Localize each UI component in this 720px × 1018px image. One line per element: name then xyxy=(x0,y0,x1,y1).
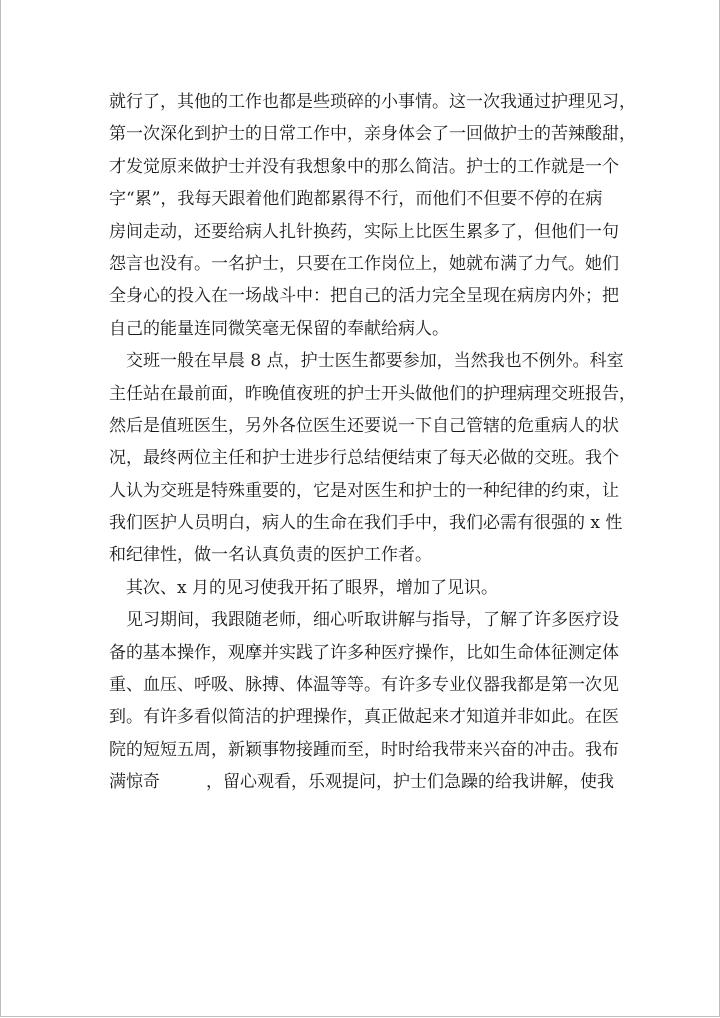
text-line: 全身心的投入在一场战斗中：把自己的活力完全呈现在病房内外；把 xyxy=(109,286,619,307)
text-line: 第一次深化到护士的日常工作中，亲身体会了一回做护士的苦辣酸甜， xyxy=(109,124,636,145)
text-line: 然后是值班医生，另外各位医生还要说一下自己管辖的危重病人的状 xyxy=(109,415,619,436)
text-fragment-before-gap: 满惊奇 xyxy=(109,772,160,793)
text-line: 就行了，其他的工作也都是些琐碎的小事情。这一次我通过护理见习， xyxy=(109,92,636,112)
text-line: 主任站在最前面，昨晚值夜班的护士开头做他们的护理病理交班报告， xyxy=(109,383,636,404)
text-line: 见习期间，我跟随老师，细心听取讲解与指导，了解了许多医疗设 xyxy=(126,610,619,631)
text-line: 人认为交班是特殊重要的，它是对医生和护士的一种纪律的约束，让 xyxy=(109,480,619,501)
text-line: 才发觉原来做护士并没有我想象中的那么简洁。护士的工作就是一个 xyxy=(109,156,619,177)
text-line: 房间走动，还要给病人扎针换药，实际上比医生累多了，但他们一句 xyxy=(109,221,619,242)
body-text xyxy=(109,86,636,799)
text-line: 怨言也没有。一名护士，只要在工作岗位上，她就布满了力气。她们 xyxy=(109,253,619,274)
text-line: 其次、x 月的见习使我开拓了眼界，增加了见识。 xyxy=(126,577,498,598)
text-line: 我们医护人员明白，病人的生命在我们手中，我们必需有很强的 x 性 xyxy=(109,513,623,534)
text-line: 字“累”，我每天跟着他们跑都累得不行，而他们不但要不停的在病 xyxy=(109,189,603,210)
text-line: 院的短短五周，新颖事物接踵而至，时时给我带来兴奋的冲击。我布 xyxy=(109,739,619,760)
text-line: 到。有许多看似简洁的护理操作，真正做起来才知道并非如此。在医 xyxy=(109,707,619,728)
text-line: 重、血压、呼吸、脉搏、体温等等。有许多专业仪器我都是第一次见 xyxy=(109,675,619,696)
text-line: 和纪律性，做一名认真负责的医护工作者。 xyxy=(109,545,432,566)
text-fragment-after-gap: ，留心观看，乐观提问，护士们急躁的给我讲解，使我 xyxy=(206,772,614,793)
text-line: 况，最终两位主任和护士进步行总结便结束了每天必做的交班。我个 xyxy=(109,448,619,469)
text-line: 自己的能量连同微笑毫无保留的奉献给病人。 xyxy=(109,318,449,339)
text-line: 备的基本操作，观摩并实践了许多种医疗操作，比如生命体征测定体 xyxy=(109,642,619,663)
text-line: 交班一般在早晨 8 点，护士医生都要参加，当然我也不例外。科室 xyxy=(126,351,624,372)
text-line-last xyxy=(109,766,621,798)
